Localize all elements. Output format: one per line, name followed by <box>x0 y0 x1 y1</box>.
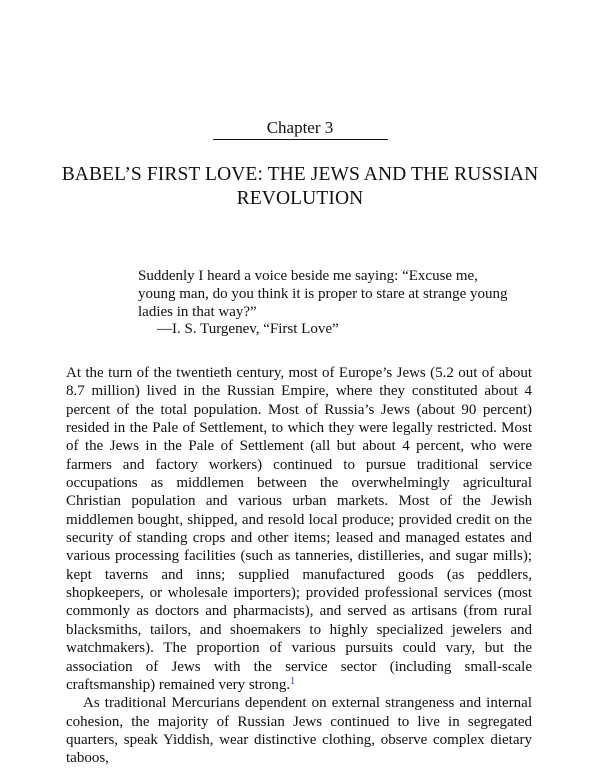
paragraph-2: As traditional Mercurians dependent on external strangeness and internal cohesion, the majority of Russian Jews continued to live in segregated quarters, speak Yiddish, wear distinctive clothing, observe complex dietary taboos, <box>66 695 532 767</box>
footnote-link-1[interactable]: 1 <box>290 675 296 687</box>
epigraph-quote: Suddenly I heard a voice beside me saying: “Excuse me, young man, do you think it is proper to stare at strange young ladies in that way?” <box>138 268 508 321</box>
body-text <box>66 364 532 768</box>
chapter-rule <box>213 139 388 140</box>
epigraph-attribution: —I. S. Turgenev, “First Love” <box>157 321 339 337</box>
paragraph-1 <box>66 364 532 694</box>
chapter-title: BABEL’S FIRST LOVE: THE JEWS AND THE RUSSIAN REVOLUTION <box>61 164 539 209</box>
chapter-label: Chapter 3 <box>266 118 334 137</box>
paragraph-1-text: At the turn of the twentieth century, most of Europe’s Jews (5.2 out of about 8.7 million) lived in the Russian Empire, where they constituted about 4 percent of the total population. Most of Russia’s Jews (about 90 percent) resided in the Pale of Settlement, to which they were legally restricted. Most of the Jews in the Pale of Settlement (all but about 4 percent, who were farmers and factory workers) continued to pursue traditional service occupations as middlemen between the overwhelmingly agricultural Christian population and various urban markets. Most of the Jewish middlemen bought, shipped, and resold local produce; provided credit on the security of standing crops and other items; leased and managed estates and various processing facilities (such as tanneries, distilleries, and sugar mills); kept taverns and inns; supplied manufactured goods (as peddlers, shopkeepers, or wholesale importers); provided professional services (most commonly as doctors and pharmacists), and served as artisans (from rural blacksmiths, tailors, and shoemakers to highly specialized jewelers and watchmakers). The proportion of various pursuits could vary, but the association of Jews with the service sector (including small-scale craftsmanship) remained very strong. <box>66 365 532 693</box>
